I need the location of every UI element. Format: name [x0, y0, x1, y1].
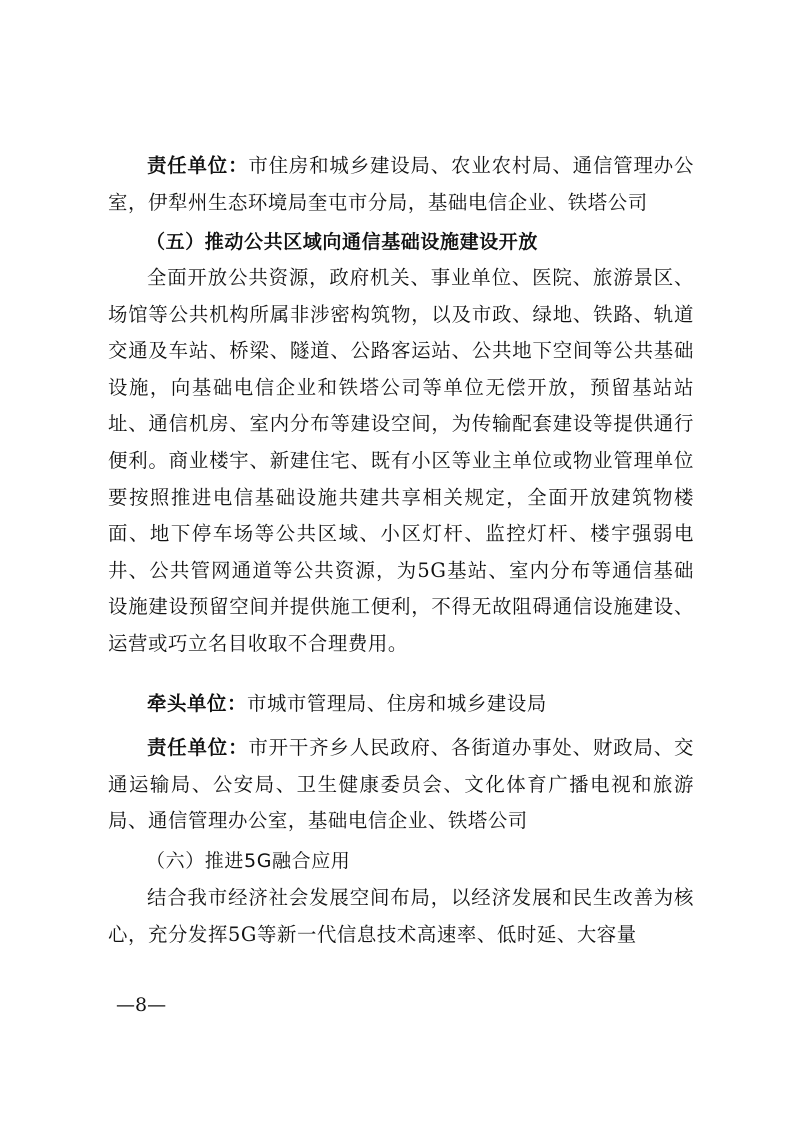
label-lead-units: 牵头单位： [147, 692, 247, 715]
label-responsible-units: 责任单位： [147, 154, 249, 177]
page-number: —8— [116, 994, 167, 1016]
lead-units-text: 市城市管理局、住房和城乡建设局 [246, 692, 547, 715]
section-heading-5: （五）推动公共区域向通信基础设施建设开放 [146, 231, 539, 253]
paragraph-responsible-units-2 [108, 730, 694, 840]
responsible-units-2-text: 市开干齐乡人民政府、各街道办事处、财政局、交通运输局、公安局、卫生健康委员会、文化体育广播电视和旅游局、通信管理办公室，基础电信企业、铁塔公司 [108, 736, 695, 833]
paragraph-5g-applications: 结合我市经济社会发展空间布局，以经济发展和民生改善为核心，充分发挥5G等新一代信息技术高速率、低时延、大容量 [108, 886, 694, 946]
paragraph-lead-units [108, 686, 694, 723]
section-heading-6: （六）推进5G融合应用 [146, 850, 351, 872]
responsible-units-text: 市住房和城乡建设局、农业农村局、通信管理办公室，伊犁州生态环境局奎屯市分局，基础电信企业、铁塔公司 [108, 154, 695, 214]
paragraph-open-public-resources: 全面开放公共资源，政府机关、事业单位、医院、旅游景区、场馆等公共机构所属非涉密构筑物，以及市政、绿地、铁路、轨道交通及车站、桥梁、隧道、公路客运站、公共地下空间等公共基础设施，向基础电信企业和铁塔公司等单位无偿开放，预留基站站址、通信机房、室内分布等建设空间，为传输配套建设等提供通行便利。商业楼宇、新建住宅、既有小区等业主单位或物业管理单位要按照推进电信基础设施共建共享相关规定，全面开放建筑物楼面、地下停车场等公共区域、小区灯杆、监控灯杆、楼宇强弱电井、公共管网通道等公共资源，为5G基站、室内分布等通信基础设施建设预留空间并提供施工便利，不得无故阻碍通信设施建设、运营或巧立名目收取不合理费用。 [108, 266, 694, 655]
paragraph-responsible-units-1 [108, 148, 694, 221]
label-responsible-units-2: 责任单位： [147, 736, 249, 759]
